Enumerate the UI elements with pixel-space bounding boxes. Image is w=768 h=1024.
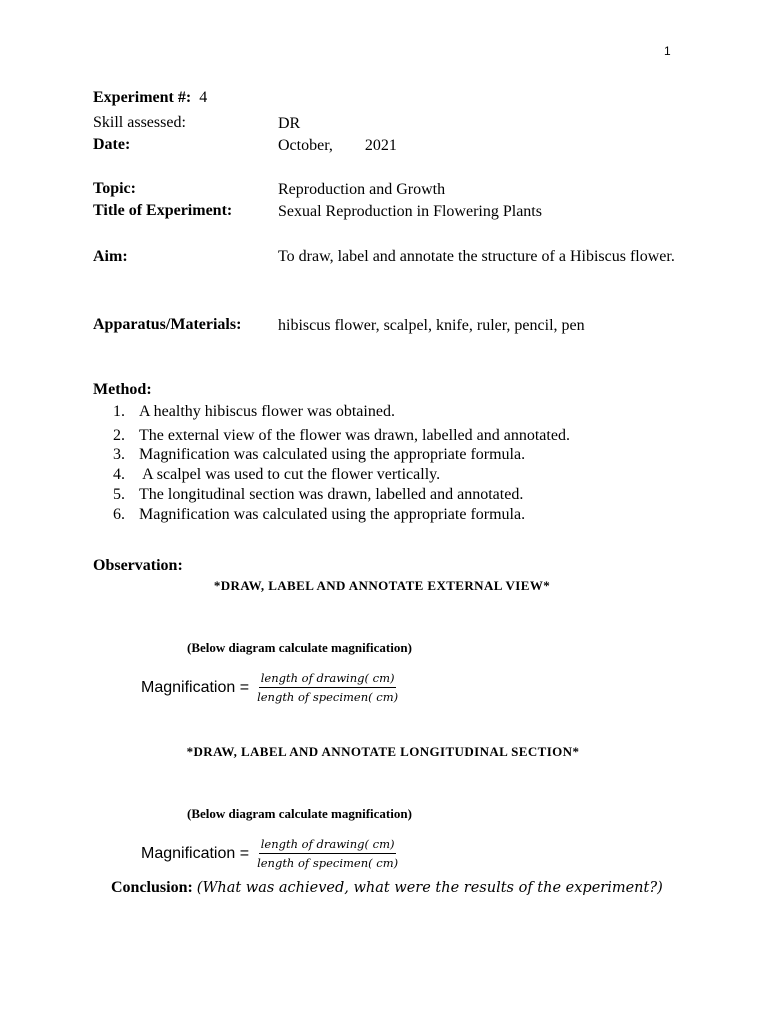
observation-heading: Observation:: [93, 557, 183, 574]
experiment-number-label: Experiment #: 4: [93, 89, 208, 106]
method-heading: Method:: [93, 381, 152, 398]
topic-value: Reproduction and Growth: [278, 181, 446, 198]
instruction-external-view: *DRAW, LABEL AND ANNOTATE EXTERNAL VIEW*: [213, 578, 551, 593]
experiment-number-value: 4: [199, 89, 208, 106]
formula-label: Magnification =: [141, 844, 250, 862]
aim-label: Aim:: [93, 248, 128, 265]
method-step: 4. A scalpel was used to cut the flower vertically.: [113, 466, 441, 483]
formula-denominator: length of specimen( cm): [257, 690, 399, 704]
magnification-formula-1: [141, 671, 400, 704]
title-value: Sexual Reproduction in Flowering Plants: [278, 203, 542, 220]
magnification-formula-2: [141, 837, 400, 870]
date-value: October, 2021: [278, 137, 397, 154]
page-number: 1: [664, 44, 671, 58]
method-step: 6. Magnification was calculated using the appropriate formula.: [113, 506, 526, 523]
conclusion-text: (What was achieved, what were the results of the experiment?): [196, 880, 663, 896]
formula-numerator: length of drawing( cm): [259, 837, 397, 854]
magnification-note-1: (Below diagram calculate magnification): [187, 640, 412, 655]
topic-label: Topic:: [93, 180, 136, 197]
aim-value: To draw, label and annotate the structure of a Hibiscus flower.: [278, 248, 675, 265]
formula-fraction: [255, 837, 400, 870]
magnification-note-2: (Below diagram calculate magnification): [187, 806, 412, 821]
title-label: Title of Experiment:: [93, 202, 233, 219]
skill-assessed-value: DR: [278, 115, 301, 132]
skill-assessed-label: Skill assessed:: [93, 114, 186, 131]
formula-numerator: length of drawing( cm): [259, 671, 397, 688]
conclusion-label: Conclusion:: [111, 879, 193, 896]
apparatus-value: hibiscus flower, scalpel, knife, ruler, pencil, pen: [278, 317, 585, 334]
method-step: 1. A healthy hibiscus flower was obtained.: [113, 403, 395, 420]
date-label: Date:: [93, 136, 131, 153]
method-step: 2. The external view of the flower was drawn, labelled and annotated.: [113, 427, 570, 444]
method-step: 5. The longitudinal section was drawn, labelled and annotated.: [113, 486, 524, 503]
formula-fraction: [255, 671, 400, 704]
formula-denominator: length of specimen( cm): [257, 856, 399, 870]
conclusion: [111, 879, 663, 897]
instruction-longitudinal-section: *DRAW, LABEL AND ANNOTATE LONGITUDINAL SECTION*: [186, 744, 580, 759]
method-step: 3. Magnification was calculated using the appropriate formula.: [113, 446, 526, 463]
apparatus-label: Apparatus/Materials:: [93, 316, 242, 333]
formula-label: Magnification =: [141, 678, 250, 696]
